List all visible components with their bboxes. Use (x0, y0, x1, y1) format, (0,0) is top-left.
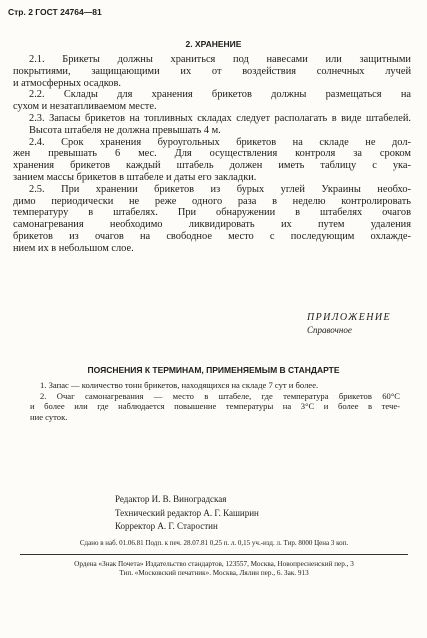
page-header: Стр. 2 ГОСТ 24764—81 (8, 7, 102, 17)
paragraph-line: занием массы брикетов в штабеле и даты его закладки. (13, 171, 257, 183)
paragraph-line: покрытиями, защищающими их от воздействия солнечных лучей (13, 65, 411, 77)
terms-title: ПОЯСНЕНИЯ К ТЕРМИНАМ, ПРИМЕНЯЕМЫМ В СТАНДАРТЕ (87, 365, 340, 375)
paragraph-line: димо периодически не реже одного раза в неделю контролировать (13, 195, 411, 207)
paragraph-line: 2.5. При хранении брикетов из бурых углей Украины необхо- (29, 183, 411, 195)
paragraph-line: брикетов из очагов на свободное место с последующим охлажде- (13, 230, 411, 242)
divider (20, 554, 408, 555)
paragraph-line: температуру в штабелях. При обнаружении в штабелях очагов (13, 207, 411, 219)
publisher-line: Ордена «Знак Почета» Издательство стандартов, 123557, Москва, Новопресненский пер., 3 (74, 560, 354, 568)
paragraph-line: и атмосферных осадков. (13, 77, 121, 89)
paragraph-line: жен превышать 6 мес. Для осуществления контроля за сроком (13, 148, 411, 160)
publisher-line: Тип. «Московский печатник». Москва, Лялин пер., 6. Зак. 913 (119, 569, 309, 578)
term-line: и более или где наблюдается повышение температуры на 3°С и более в тече- (30, 401, 400, 411)
paragraph-line: 2.1. Брикеты должны храниться под навесами или защитными (29, 54, 411, 65)
paragraph-line: сухом и незатапливаемом месте. (13, 101, 157, 113)
term-line: ние суток. (30, 411, 68, 422)
term-line: 1. Запас — количество тонн брикетов, находящихся на складе 7 сут и более. (40, 380, 319, 390)
publisher-info (20, 560, 408, 578)
editor-line: Корректор А. Г. Старостин (115, 521, 218, 531)
term-line: 2. Очаг самонагревания — место в штабеле, где температура брикетов 60°С (40, 390, 400, 401)
appendix-title: ПРИЛОЖЕНИЕ (307, 312, 391, 323)
appendix-subtitle: Справочное (307, 325, 352, 335)
paragraph-line: нием их в небольшом слое. (13, 242, 134, 254)
section-title: 2. ХРАНЕНИЕ (185, 39, 242, 49)
print-imprint: Сдано в наб. 01.06.81 Подп. к печ. 28.07.81 0,25 п. л. 0,15 уч.-изд. л. Тир. 8000 Цена 3 коп. (79, 539, 349, 547)
paragraph-line: самонагревания необходимо ликвидировать их путем удаления (13, 219, 411, 231)
paragraph-line: 2.4. Срок хранения буроугольных брикетов на складе не дол- (29, 136, 411, 148)
editor-line: Редактор И. В. Виноградская (115, 494, 227, 504)
paragraph-line: хранения брикетов каждый штабель должен иметь таблицу с ука- (13, 160, 411, 172)
paragraph-line: 2.2. Склады для хранения брикетов должны размещаться на (29, 89, 411, 101)
paragraph-line: 2.3. Запасы брикетов на топливных складах следует располагать в виде штабелей. Высота штабеля не должна превышать 4 м. (29, 112, 411, 136)
editor-line: Технический редактор А. Г. Каширин (115, 507, 259, 518)
editors-block (115, 493, 259, 534)
terms-body (30, 380, 400, 422)
storage-section-body (13, 54, 411, 255)
